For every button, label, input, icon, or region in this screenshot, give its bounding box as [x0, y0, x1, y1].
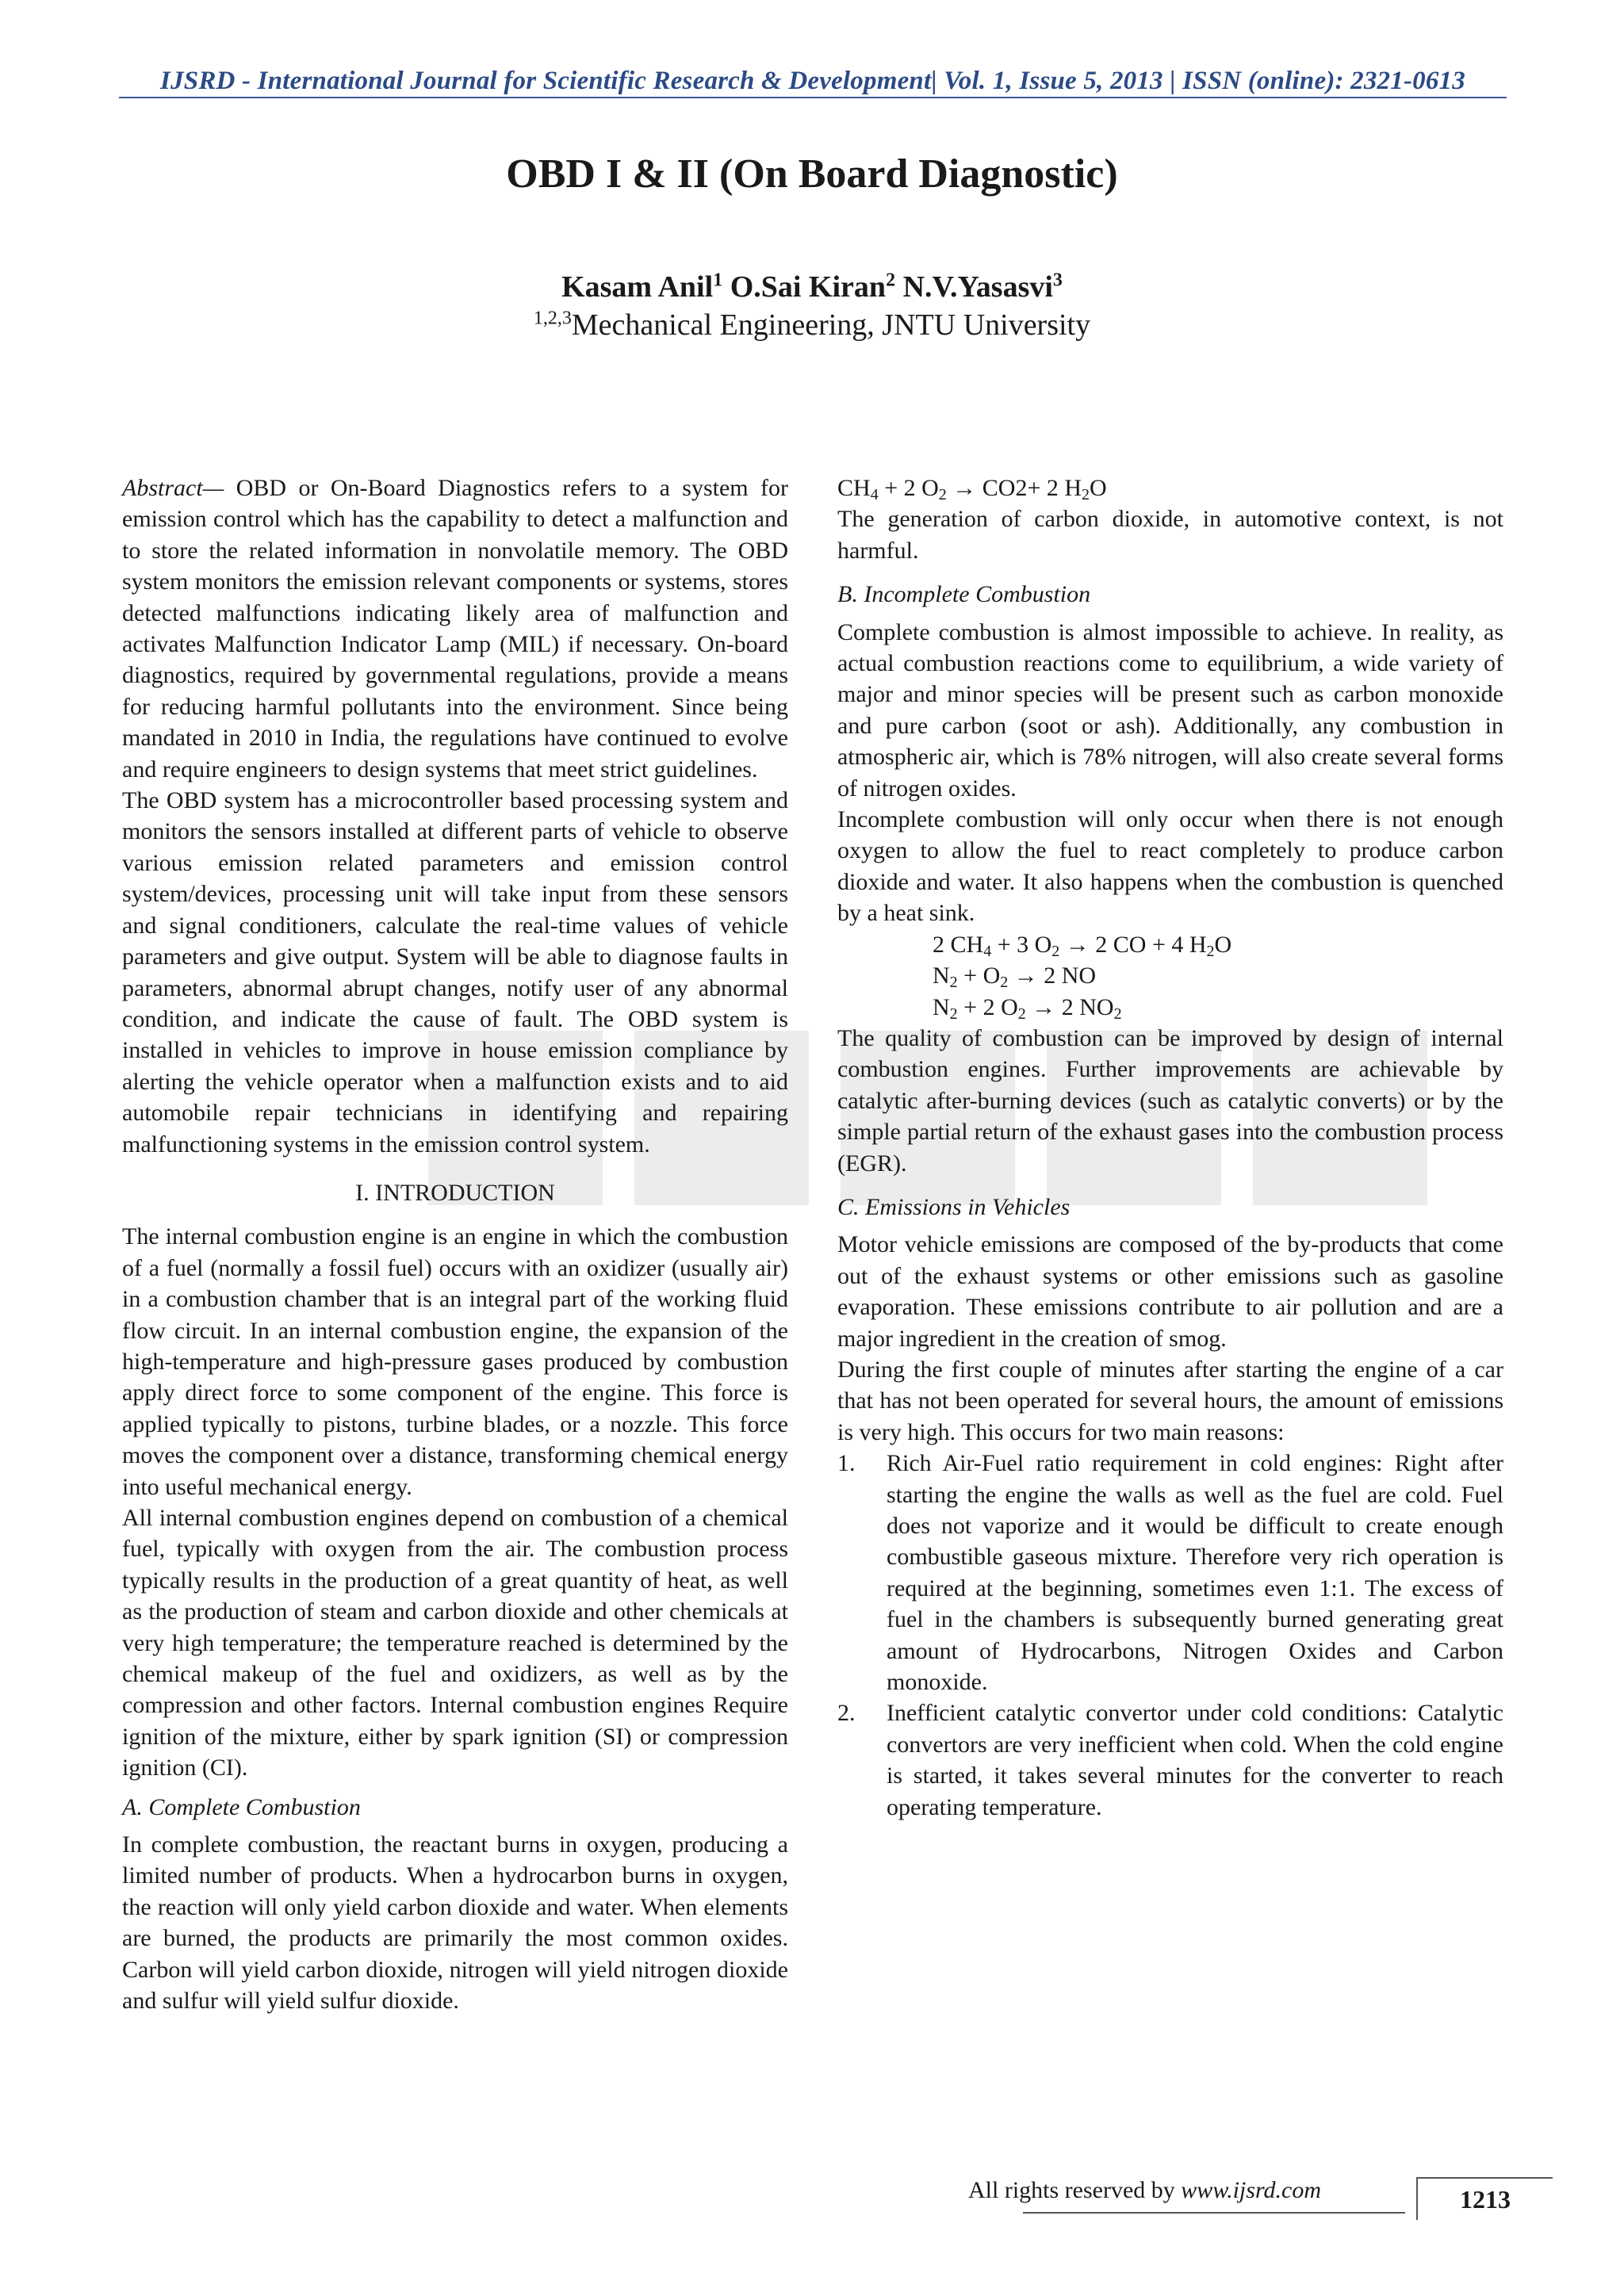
subsection-heading-a: A. Complete Combustion [122, 1793, 361, 1820]
section-a-paragraph-2: The generation of carbon dioxide, in automotive context, is not harmful. [837, 506, 1503, 564]
subsection-heading-c: C. Emissions in Vehicles [837, 1193, 1071, 1220]
section-heading-introduction: I. INTRODUCTION [355, 1179, 555, 1206]
author-sup: 1 [713, 270, 723, 291]
list-item-number: 2. [837, 1700, 856, 1727]
list-item-text: Rich Air-Fuel ratio requirement in cold engines: Right after starting the engine the walls as well as the fuel are cold. Fuel does not vaporize and it would be difficult to create enough combustible gaseous mixture. Therefore very rich operation is required at the beginning, sometimes even 1:1. The excess of fuel in the chambers is subsequently burned generating great amount of Hydrocarbons, Nitrogen Oxides and Carbon monoxide. [887, 1450, 1503, 1696]
footer-rights-text: All rights reserved by [968, 2177, 1182, 2203]
equation-incomplete-combustion: 2 $CH_4 + 3$ $O_2 \to 2$ CO + 4 $H_2O$ [933, 931, 1232, 960]
equation-methane-combustion: $CH_4 + 2$ $O_2 \to CO2+ 2$ $H_2O$ [837, 475, 1107, 503]
author-name: Kasam Anil [561, 270, 714, 304]
right-column [837, 473, 1503, 1823]
author-name: N.V.Yasasvi [902, 270, 1053, 304]
reasons-list [837, 1448, 1503, 1823]
equation-no2-formation: $N_2 + 2$ $O_2 \to 2$ $NO_2$ [933, 993, 1122, 1023]
author-sup: 2 [886, 270, 896, 291]
page-number: 1213 [1416, 2177, 1553, 2220]
equation-no-formation: $N_2 + O_2 \to 2$ NO [933, 962, 1097, 992]
list-item-text: Inefficient catalytic convertor under cold conditions: Catalytic convertors are very inefficient when cold. When the cold engine is started, it takes several minutes for the converter to reach operating temperature. [887, 1700, 1503, 1820]
intro-paragraph-1: The internal combustion engine is an engine in which the combustion of a fuel (normally a fossil fuel) occurs with an oxidizer (usually air) in a combustion chamber that is an integral part of the working fluid flow circuit. In an internal combustion engine, the expansion of the high-temperature and high-pressure gases produced by combustion apply direct force to some component of the engine. This force is applied typically to pistons, turbine blades, or a nozzle. This force moves the component over a distance, transforming chemical energy into useful mechanical energy. [122, 1223, 788, 1500]
header-rule [119, 97, 1507, 98]
author-sup: 3 [1052, 270, 1063, 291]
abstract-paragraph [122, 473, 788, 785]
author-name: O.Sai Kiran [730, 270, 887, 304]
section-b-paragraph-1: Complete combustion is almost impossible to achieve. In reality, as actual combustion reactions come to equilibrium, a wide variety of major and minor species will be present such as carbon monoxide and pure carbon (soot or ash). Additionally, any combustion in atmospheric air, which is 78% nitrogen, will also create several forms of nitrogen oxides. [837, 618, 1503, 802]
abstract-paragraph-2: The OBD system has a microcontroller based processing system and monitors the sensors installed at different parts of vehicle to observe various emission related parameters and emission control system/devices, processing unit will take input from these sensors and signal conditioners, calculate the real-time values of vehicle parameters and give output. System will be able to diagnose faults in parameters, abnormal abrupt changes, notify user of any abnormal condition, and indicate the cause of fault. The OBD system is installed in vehicles to improve in house emission compliance by alerting the vehicle operator when a malfunction exists and to aid automobile repair technicians in identifying and repairing malfunctioning systems in the emission control system. [122, 787, 788, 1158]
journal-header: IJSRD - International Journal for Scientific Research & Development| Vol. 1, Issue 5, 2013 | ISSN (online): 2321-0613 [160, 67, 1465, 95]
abstract-text: OBD or On-Board Diagnostics refers to a system for emission control which has the capability to detect a malfunction and to store the related information in nonvolatile memory. The OBD system monitors the emission relevant components or systems, stores detected malfunctions indicating likely area of malfunction and activates Malfunction Indicator Lamp (MIL) if necessary. On-board diagnostics, required by governmental regulations, provide a means for reducing harmful pollutants into the environment. Since being mandated in 2010 in India, the regulations have continued to evolve and require engineers to design systems that meet strict guidelines. [122, 475, 788, 783]
intro-paragraph-2: All internal combustion engines depend on combustion of a chemical fuel, typically with oxygen from the air. The combustion process typically results in the production of a great quantity of heat, as well as the production of steam and carbon dioxide and other chemicals at very high temperature; the temperature reached is determined by the chemical makeup of the fuel and oxidizers, as well as by the compression and other factors. Internal combustion engines Require ignition of the mixture, either by spark ignition (SI) or compression ignition (CI). [122, 1505, 788, 1781]
section-c-paragraph-1: Motor vehicle emissions are composed of the by-products that come out of the exhaust systems or other emissions such as gasoline evaporation. These emissions contribute to air pollution and are a major ingredient in the creation of smog. [837, 1231, 1503, 1352]
list-item [837, 1697, 1503, 1823]
affiliation-text: Mechanical Engineering, JNTU University [571, 308, 1091, 342]
paper-title: OBD I & II (On Board Diagnostic) [506, 151, 1118, 197]
author-list [0, 270, 1624, 304]
section-c-paragraph-2: During the first couple of minutes after starting the engine of a car that has not been operated for several hours, the amount of emissions is very high. This occurs for two main reasons: [837, 1356, 1503, 1445]
section-b-paragraph-2: Incomplete combustion will only occur when there is not enough oxygen to allow the fuel to react completely to produce carbon dioxide and water. It also happens when the combustion is quenched by a heat sink. [837, 806, 1503, 927]
footer-url-link[interactable]: www.ijsrd.com [1181, 2177, 1321, 2203]
affiliation-sup: 1,2,3 [533, 308, 572, 329]
left-column [122, 473, 788, 2017]
list-item-number: 1. [837, 1450, 856, 1477]
list-item [837, 1448, 1503, 1697]
section-a-paragraph-1: In complete combustion, the reactant burns in oxygen, producing a limited number of products. When a hydrocarbon burns in oxygen, the reaction will only yield carbon dioxide and water. When elements are burned, the products are primarily the most common oxides. Carbon will yield carbon dioxide, nitrogen will yield nitrogen dioxide and sulfur will yield sulfur dioxide. [122, 1831, 788, 2015]
footer-rights [968, 2177, 1321, 2204]
footer-rule [1023, 2212, 1405, 2214]
subsection-heading-b: B. Incomplete Combustion [837, 581, 1091, 608]
abstract-label: Abstract— [122, 475, 224, 501]
affiliation [0, 308, 1624, 342]
section-b-paragraph-3: The quality of combustion can be improved by design of internal combustion engines. Further improvements are achievable by catalytic after-burning devices (such as catalytic converts) or by the simple partial return of the exhaust gases into the combustion process (EGR). [837, 1024, 1503, 1177]
